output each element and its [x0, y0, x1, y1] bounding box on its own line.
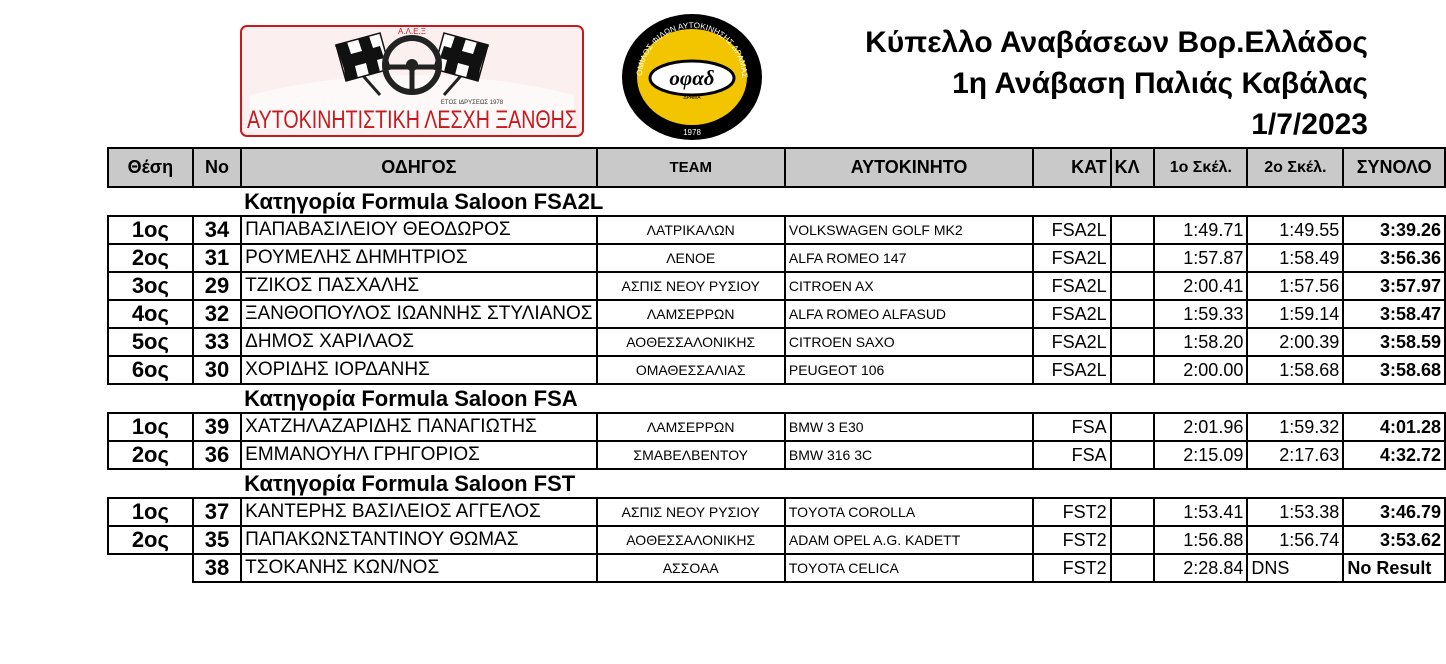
category-label: Κατηγορία Formula Saloon FST: [244, 470, 576, 496]
category-cell: FSA: [1033, 441, 1110, 469]
logo-club-name: ΑΥΤΟΚΙΝΗΤΙΣΤΙΚΗ ΛΕΣΧΗ ΞΑΝΘΗΣ: [247, 106, 577, 134]
car-cell: PEUGEOT 106: [785, 356, 1033, 384]
driver-cell: ΤΣΟΚΑΝΗΣ ΚΩΝ/ΝΟΣ: [241, 554, 596, 582]
driver-cell: ΤΖΙΚΟΣ ΠΑΣΧΑΛΗΣ: [241, 272, 596, 300]
position-cell: 4ος: [108, 300, 193, 328]
team-cell: ΛΕΝΟΕ: [597, 244, 785, 272]
ofad-logo: [620, 12, 764, 142]
number-cell: 39: [193, 413, 241, 441]
position-cell: 6ος: [108, 356, 193, 384]
result-row: [108, 526, 1445, 554]
position-cell: 2ος: [108, 441, 193, 469]
number-cell: 34: [193, 216, 241, 244]
run1-cell: 1:58.20: [1154, 328, 1247, 356]
driver-cell: ΠΑΠΑΚΩΝΣΤΑΝΤΙΝΟΥ ΘΩΜΑΣ: [241, 526, 596, 554]
category-label: Κατηγορία Formula Saloon FSA2L: [244, 188, 604, 214]
total-cell: 3:58.68: [1343, 356, 1445, 384]
col-header-class: ΚΛ: [1111, 148, 1155, 187]
category-row: [108, 384, 1445, 413]
car-cell: TOYOTA CELICA: [785, 554, 1033, 582]
total-cell: 3:56.36: [1343, 244, 1445, 272]
driver-cell: ΕΜΜΑΝΟΥΗΛ ΓΡΗΓΟΡΙΟΣ: [241, 441, 596, 469]
run1-cell: 2:28.84: [1154, 554, 1247, 582]
class-cell: [1111, 526, 1155, 554]
col-header-category: ΚΑΤ: [1033, 148, 1110, 187]
driver-cell: ΚΑΝΤΕΡΗΣ ΒΑΣΙΛΕΙΟΣ ΑΓΓΕΛΟΣ: [241, 498, 596, 526]
result-row: [108, 244, 1445, 272]
col-header-run2: 2ο Σκέλ.: [1247, 148, 1343, 187]
total-cell: 4:01.28: [1343, 413, 1445, 441]
class-cell: [1111, 244, 1155, 272]
axl-xanthi-logo: [240, 25, 584, 137]
team-cell: ΑΟΘΕΣΣΑΛΟΝΙΚΗΣ: [597, 526, 785, 554]
category-cell: FST2: [1033, 498, 1110, 526]
header-row: [108, 148, 1445, 187]
logo-top-text: Α.Λ.Ε.Ξ: [398, 27, 426, 36]
event-date: 1/7/2023: [1251, 108, 1368, 141]
number-cell: 37: [193, 498, 241, 526]
car-cell: CITROEN AX: [785, 272, 1033, 300]
logo-badge-text: οφαδ: [669, 66, 715, 90]
run2-cell: 1:57.56: [1247, 272, 1343, 300]
car-cell: BMW 316 3C: [785, 441, 1033, 469]
col-header-car: ΑΥΤΟΚΙΝΗΤΟ: [785, 148, 1033, 187]
run2-cell: 2:00.39: [1247, 328, 1343, 356]
position-cell: 1ος: [108, 413, 193, 441]
run2-cell: 1:53.38: [1247, 498, 1343, 526]
category-cell: FSA2L: [1033, 244, 1110, 272]
category-cell: FSA2L: [1033, 216, 1110, 244]
number-cell: 38: [193, 554, 241, 582]
car-cell: TOYOTA COROLLA: [785, 498, 1033, 526]
team-cell: ΣΜΑΒΕΛΒΕΝΤΟΥ: [597, 441, 785, 469]
car-cell: CITROEN SAXO: [785, 328, 1033, 356]
car-cell: VOLKSWAGEN GOLF MK2: [785, 216, 1033, 244]
category-cell: FSA2L: [1033, 328, 1110, 356]
result-row: [108, 216, 1445, 244]
col-header-number: No: [193, 148, 241, 187]
total-cell: 3:58.47: [1343, 300, 1445, 328]
category-row: [108, 187, 1445, 216]
number-cell: 36: [193, 441, 241, 469]
run2-cell: DNS: [1247, 554, 1343, 582]
total-cell: 3:57.97: [1343, 272, 1445, 300]
position-cell: 1ος: [108, 498, 193, 526]
run1-cell: 1:53.41: [1154, 498, 1247, 526]
run2-cell: 1:49.55: [1247, 216, 1343, 244]
position-cell: 5ος: [108, 328, 193, 356]
position-cell: [108, 554, 193, 582]
run1-cell: 2:15.09: [1154, 441, 1247, 469]
team-cell: ΛΑΜΣΕΡΡΩΝ: [597, 300, 785, 328]
results-table: [107, 147, 1446, 583]
col-header-team: TEAM: [597, 148, 785, 187]
total-cell: 4:32.72: [1343, 441, 1445, 469]
position-cell: 3ος: [108, 272, 193, 300]
run2-cell: 1:58.68: [1247, 356, 1343, 384]
run2-cell: 1:59.32: [1247, 413, 1343, 441]
number-cell: 32: [193, 300, 241, 328]
team-cell: ΑΣΠΙΣ ΝΕΟΥ ΡΥΣΙΟΥ: [597, 498, 785, 526]
category-cell: FSA2L: [1033, 272, 1110, 300]
event-subtitle: 1η Ανάβαση Παλιάς Καβάλας: [952, 67, 1368, 100]
result-row: [108, 554, 1445, 582]
total-cell: 3:53.62: [1343, 526, 1445, 554]
position-cell: 2ος: [108, 526, 193, 554]
total-cell: 3:46.79: [1343, 498, 1445, 526]
result-row: [108, 441, 1445, 469]
position-cell: 2ος: [108, 244, 193, 272]
category-row: [108, 469, 1445, 498]
category-spacer: [108, 187, 241, 216]
class-cell: [1111, 272, 1155, 300]
class-cell: [1111, 356, 1155, 384]
class-cell: [1111, 413, 1155, 441]
logo-small-text: ΔΡΑΜΑ: [683, 95, 701, 101]
event-title: Κύπελλο Αναβάσεων Βορ.Ελλάδος: [865, 26, 1368, 59]
total-cell: 3:58.59: [1343, 328, 1445, 356]
team-cell: ΑΣΠΙΣ ΝΕΟΥ ΡΥΣΙΟΥ: [597, 272, 785, 300]
driver-cell: ΔΗΜΟΣ ΧΑΡΙΛΑΟΣ: [241, 328, 596, 356]
total-cell: No Result: [1343, 554, 1445, 582]
result-row: [108, 272, 1445, 300]
driver-cell: ΞΑΝΘΟΠΟΥΛΟΣ ΙΩΑΝΝΗΣ ΣΤΥΛΙΑΝΟΣ: [241, 300, 596, 328]
class-cell: [1111, 328, 1155, 356]
class-cell: [1111, 300, 1155, 328]
team-cell: ΛΑΜΣΕΡΡΩΝ: [597, 413, 785, 441]
number-cell: 33: [193, 328, 241, 356]
logo-year: 1978: [683, 128, 701, 137]
number-cell: 30: [193, 356, 241, 384]
run1-cell: 1:59.33: [1154, 300, 1247, 328]
category-cell: FSA2L: [1033, 356, 1110, 384]
total-cell: 3:39.26: [1343, 216, 1445, 244]
col-header-driver: ΟΔΗΓΟΣ: [241, 148, 596, 187]
result-row: [108, 356, 1445, 384]
results-body: [108, 148, 1445, 582]
team-cell: ΑΣΣΟΑΑ: [597, 554, 785, 582]
result-row: [108, 328, 1445, 356]
result-row: [108, 498, 1445, 526]
col-header-run1: 1ο Σκέλ.: [1154, 148, 1247, 187]
category-cell: FSA: [1033, 413, 1110, 441]
driver-cell: ΧΟΡΙΔΗΣ ΙΟΡΔΑΝΗΣ: [241, 356, 596, 384]
category-spacer: [108, 469, 241, 498]
car-cell: ALFA ROMEO ALFASUD: [785, 300, 1033, 328]
class-cell: [1111, 554, 1155, 582]
col-header-total: ΣΥΝΟΛΟ: [1343, 148, 1445, 187]
class-cell: [1111, 441, 1155, 469]
col-header-position: Θέση: [108, 148, 193, 187]
run1-cell: 1:49.71: [1154, 216, 1247, 244]
run1-cell: 2:01.96: [1154, 413, 1247, 441]
run1-cell: 2:00.41: [1154, 272, 1247, 300]
category-cell: FSA2L: [1033, 300, 1110, 328]
car-cell: ALFA ROMEO 147: [785, 244, 1033, 272]
team-cell: ΟΜΑΘΕΣΣΑΛΙΑΣ: [597, 356, 785, 384]
category-cell: FST2: [1033, 526, 1110, 554]
team-cell: ΛΑΤΡΙΚΑΛΩΝ: [597, 216, 785, 244]
run1-cell: 2:00.00: [1154, 356, 1247, 384]
driver-cell: ΡΟΥΜΕΛΗΣ ΔΗΜΗΤΡΙΟΣ: [241, 244, 596, 272]
driver-cell: ΠΑΠΑΒΑΣΙΛΕΙΟΥ ΘΕΟΔΩΡΟΣ: [241, 216, 596, 244]
class-cell: [1111, 498, 1155, 526]
category-cell: FST2: [1033, 554, 1110, 582]
category-label: Κατηγορία Formula Saloon FSA: [244, 385, 578, 411]
run2-cell: 1:56.74: [1247, 526, 1343, 554]
driver-cell: ΧΑΤΖΗΛΑΖΑΡΙΔΗΣ ΠΑΝΑΓΙΩΤΗΣ: [241, 413, 596, 441]
run2-cell: 2:17.63: [1247, 441, 1343, 469]
car-cell: ADAM OPEL A.G. KADETT: [785, 526, 1033, 554]
run1-cell: 1:56.88: [1154, 526, 1247, 554]
result-row: [108, 413, 1445, 441]
car-cell: BMW 3 E30: [785, 413, 1033, 441]
run2-cell: 1:58.49: [1247, 244, 1343, 272]
number-cell: 31: [193, 244, 241, 272]
logo-year-text: ΕΤΟΣ ΙΔΡΥΣΕΩΣ 1978: [440, 100, 504, 106]
class-cell: [1111, 216, 1155, 244]
position-cell: 1ος: [108, 216, 193, 244]
run1-cell: 1:57.87: [1154, 244, 1247, 272]
logo-ring-text: ΟΜΙΛΟΣ ΦΙΛΩΝ ΑΥΤΟΚΙΝΗΣΗΣ ΔΡΑΜΑΣ: [634, 20, 750, 79]
team-cell: ΑΟΘΕΣΣΑΛΟΝΙΚΗΣ: [597, 328, 785, 356]
number-cell: 35: [193, 526, 241, 554]
run2-cell: 1:59.14: [1247, 300, 1343, 328]
result-row: [108, 300, 1445, 328]
number-cell: 29: [193, 272, 241, 300]
category-spacer: [108, 384, 241, 413]
